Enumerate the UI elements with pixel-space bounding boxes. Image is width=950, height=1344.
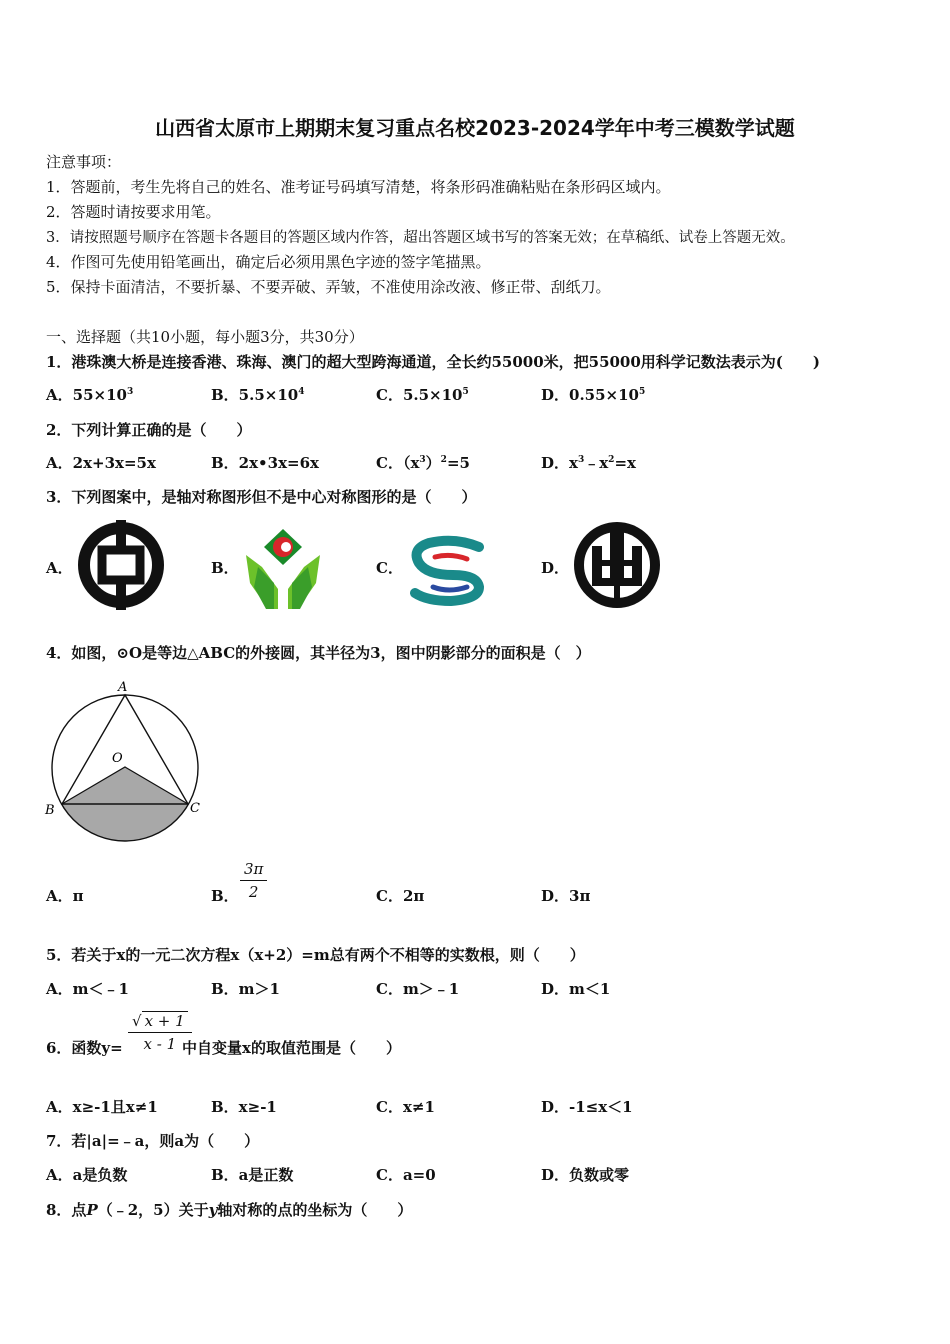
q7-option-b: B．a是正数 (211, 1166, 294, 1184)
notice-item-1: 1．答题前，考生先将自己的姓名、准考证号码填写清楚，将条形码准确粘贴在条形码区域内。 (46, 178, 671, 196)
q6-function-fraction: $\frac{√ x + 1}{x - 1}$ (128, 1012, 192, 1053)
notice-item-4: 4．作图可先使用铅笔画出，确定后必须用黑色字迹的签字笔描黑。 (46, 253, 491, 271)
bank-of-china-logo (76, 520, 166, 614)
q2-option-a: A．2x+3x=5x (46, 454, 156, 472)
question-8-stem: 8．点P（﹣2，5）关于y轴对称的点的坐标为（ ） (46, 1201, 413, 1219)
q7-option-a: A．a是负数 (46, 1166, 128, 1184)
figure-label-b: B (45, 803, 55, 818)
section-heading: 一、选择题（共10小题，每小题3分，共30分） (46, 328, 364, 346)
notice-item-2: 2．答题时请按要求用笔。 (46, 203, 221, 221)
q3-option-b-label: B． (211, 559, 239, 577)
q1-option-b: B．$5.5\times 10^4$ (211, 386, 305, 404)
figure-label-c: C (190, 801, 200, 816)
figure-label-o: O (112, 751, 123, 766)
q4-option-a: A．π (46, 887, 84, 905)
q6-option-b: B．x≥-1 (211, 1098, 277, 1116)
notice-heading: 注意事项： (46, 153, 122, 171)
page-title: 山西省太原市上期期末复习重点名校2023-2024学年中考三模数学试题 (155, 116, 795, 140)
q5-option-d: D．m＜1 (541, 980, 611, 998)
q2-option-d: D．$x^3﹣x^2=x$ (541, 454, 636, 472)
q6-option-c: C．x≠1 (376, 1098, 435, 1116)
q3-option-a-label: A． (46, 559, 73, 577)
notice-item-3: 3．请按照题号顺序在答题卡各题目的答题区域内作答，超出答题区域书写的答案无效；在草稿纸、试卷上答题无效。 (46, 230, 795, 246)
shanghai-bank-logo (405, 535, 497, 613)
figure-label-a: A (118, 680, 128, 695)
question-6-stem-pre: 6．函数y= (46, 1039, 123, 1057)
q6-option-a: A．x≥-1且x≠1 (46, 1098, 158, 1116)
question-3-stem: 3．下列图案中，是轴对称图形但不是中心对称图形的是（ ） (46, 488, 477, 506)
q3-option-c-label: C． (376, 559, 403, 577)
q1-option-c: C．$5.5\times 10^5$ (376, 386, 469, 404)
q6-option-d: D．-1≤x＜1 (541, 1098, 633, 1116)
question-6-stem-post: 中自变量x的取值范围是（ ） (182, 1039, 401, 1057)
q2-option-c: C．$(x^3)^2=5$ (376, 454, 470, 472)
notice-item-5: 5．保持卡面清洁，不要折暴、不要弄破、弄皱，不准使用涂改液、修正带、刮纸刀。 (46, 278, 611, 296)
question-5-stem: 5．若关于x的一元二次方程x（x+2）=m总有两个不相等的实数根，则（ ） (46, 946, 585, 964)
q4-option-b-label: B． (211, 887, 239, 905)
question-7-stem: 7．若|a|=﹣a，则a为（ ） (46, 1132, 260, 1150)
q1-option-d: D．$0.55\times 10^5$ (541, 386, 646, 404)
q4-option-d: D．3π (541, 887, 591, 905)
q7-option-d: D．负数或零 (541, 1166, 630, 1184)
industrial-bank-logo (572, 520, 662, 614)
q1-option-a: A．$55\times 10^3$ (46, 386, 134, 404)
question-2-stem: 2．下列计算正确的是（ ） (46, 421, 252, 439)
q4-option-b-fraction: $\frac{3\pi}{2}$ (240, 860, 267, 901)
question-1-stem: 1．港珠澳大桥是连接香港、珠海、澳门的超大型跨海通道，全长约55000米，把55000用科学记数法表示为( ) (46, 353, 821, 371)
agricultural-bank-logo (240, 525, 326, 615)
q3-option-d-label: D． (541, 559, 570, 577)
q5-option-c: C．m＞﹣1 (376, 980, 460, 998)
q4-option-c: C．2π (376, 887, 425, 905)
q7-option-c: C．a=0 (376, 1166, 436, 1184)
q2-option-b: B．2x•3x=6x (211, 454, 319, 472)
q5-option-b: B．m＞1 (211, 980, 280, 998)
circle-triangle-figure (40, 678, 220, 852)
question-4-stem: 4．如图，⊙O是等边△ABC的外接圆，其半径为3，图中阴影部分的面积是（ ） (46, 644, 591, 662)
q5-option-a: A．m＜﹣1 (46, 980, 129, 998)
